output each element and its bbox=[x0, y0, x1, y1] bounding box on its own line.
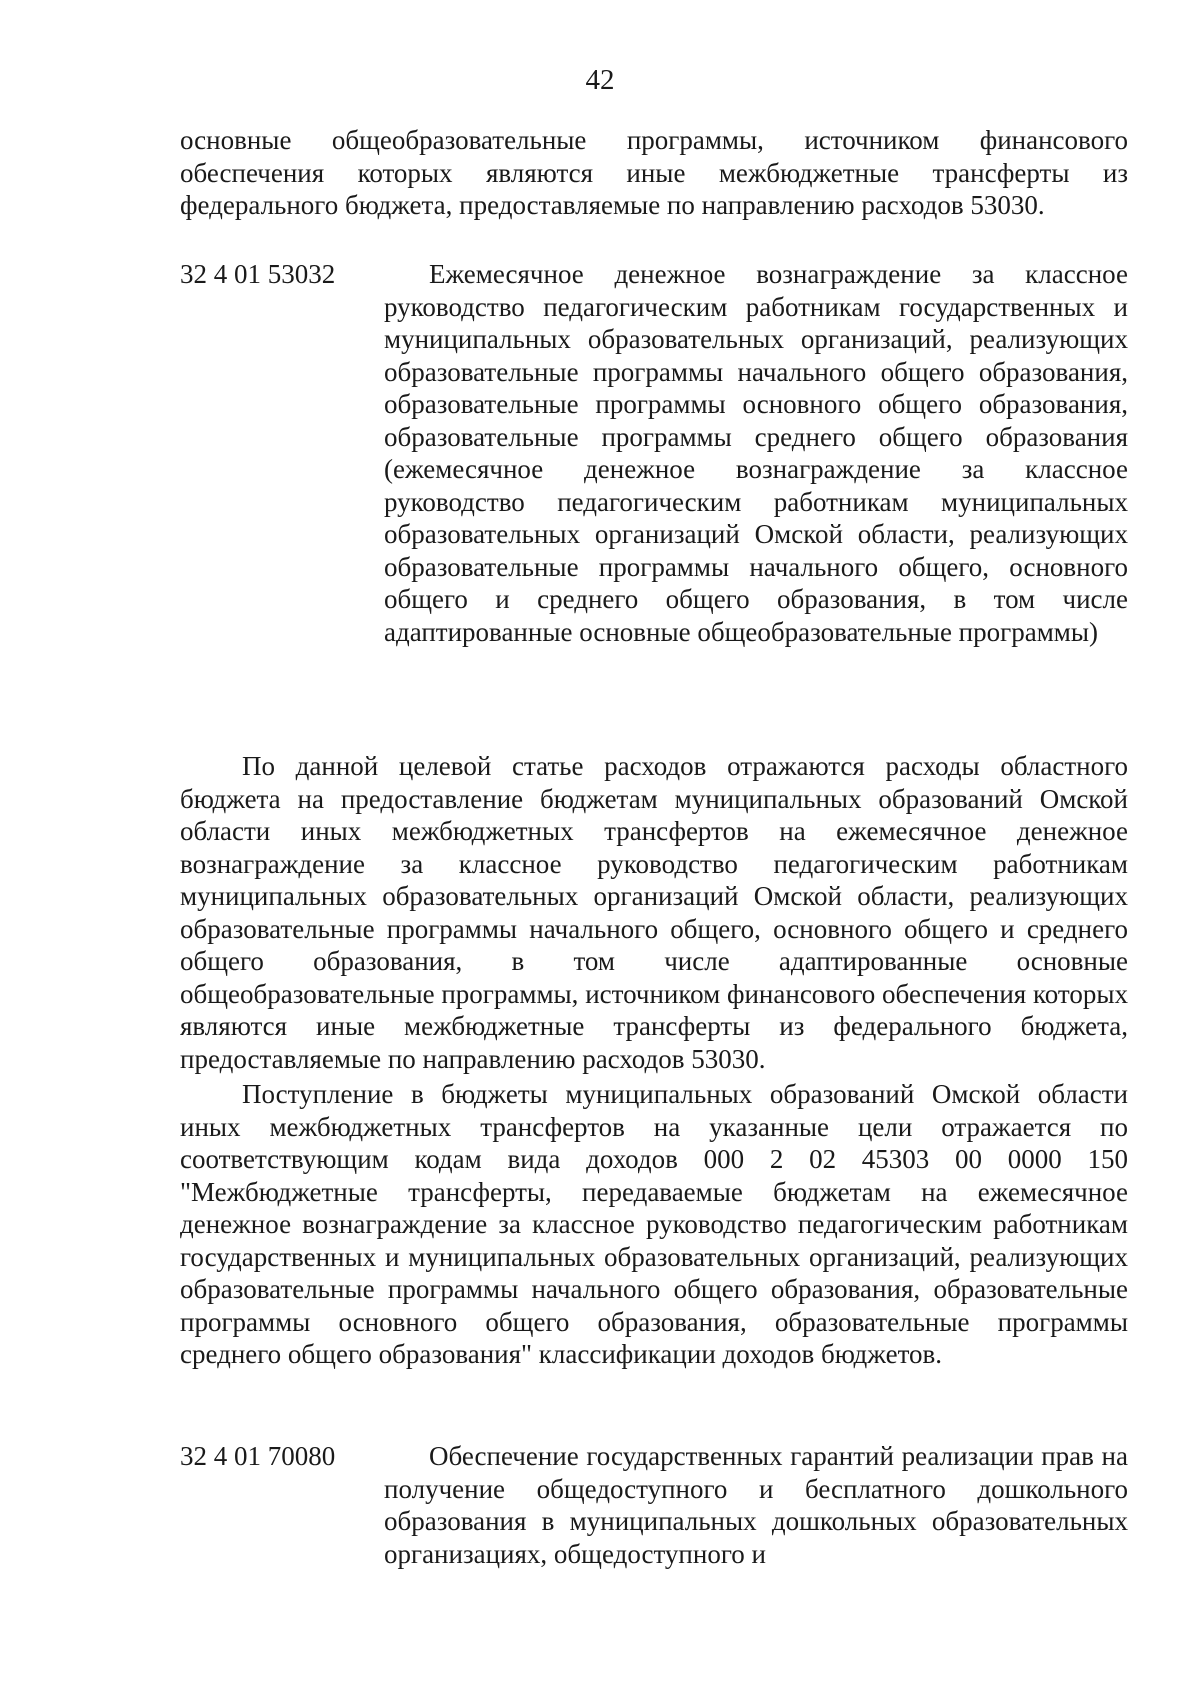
page-number: 42 bbox=[585, 64, 615, 96]
entry-title: Обеспечение государственных гарантий реализации прав на получение общедоступного и бесплатного дошкольного образования в муниципальных дошкольных образовательных организациях, общедоступного и bbox=[384, 1441, 1128, 1569]
entry-title: Ежемесячное денежное вознаграждение за классное руководство педагогическим работникам государственных и муниципальных образовательных организаций, реализующих образовательные программы начального общего образования, образовательные программы основного общего образования, образовательные программы среднего общего образования (ежемесячное денежное вознаграждение за классное руководство педагогическим работникам муниципальных образовательных организаций Омской области, реализующих образовательные программы начального общего, основного общего и среднего общего образования, в том числе адаптированные основные общеобразовательные программы) bbox=[384, 259, 1128, 647]
body-paragraph: Поступление в бюджеты муниципальных образований Омской области иных межбюджетных трансфертов на указанные цели отражается по соответствующим кодам вида доходов 000 2 02 45303 00 0000 150 "Межбюджетные трансферты, передаваемые бюджетам на ежемесячное денежное вознаграждение за классное руководство педагогическим работникам государственных и муниципальных образовательных организаций, реализующих образовательные программы начального общего образования, образовательные программы основного общего образования, образовательные программы среднего общего образования" классификации доходов бюджетов. bbox=[180, 1079, 1128, 1369]
entry-code: 32 4 01 53032 bbox=[180, 259, 336, 289]
continuation-paragraph: основные общеобразовательные программы, источником финансового обеспечения которых являются иные межбюджетные трансферты из федерального бюджета, предоставляемые по направлению расходов 53030. bbox=[180, 125, 1128, 220]
body-paragraph: По данной целевой статье расходов отражаются расходы областного бюджета на предоставление бюджетам муниципальных образований Омской области иных межбюджетных трансфертов на ежемесячное денежное вознаграждение за классное руководство педагогическим работникам муниципальных образовательных организаций Омской области, реализующих образовательные программы начального общего, основного общего и среднего общего образования, в том числе адаптированные основные общеобразовательные программы, источником финансового обеспечения которых являются иные межбюджетные трансферты из федерального бюджета, предоставляемые по направлению расходов 53030. bbox=[180, 751, 1128, 1074]
entry-code: 32 4 01 70080 bbox=[180, 1441, 336, 1471]
